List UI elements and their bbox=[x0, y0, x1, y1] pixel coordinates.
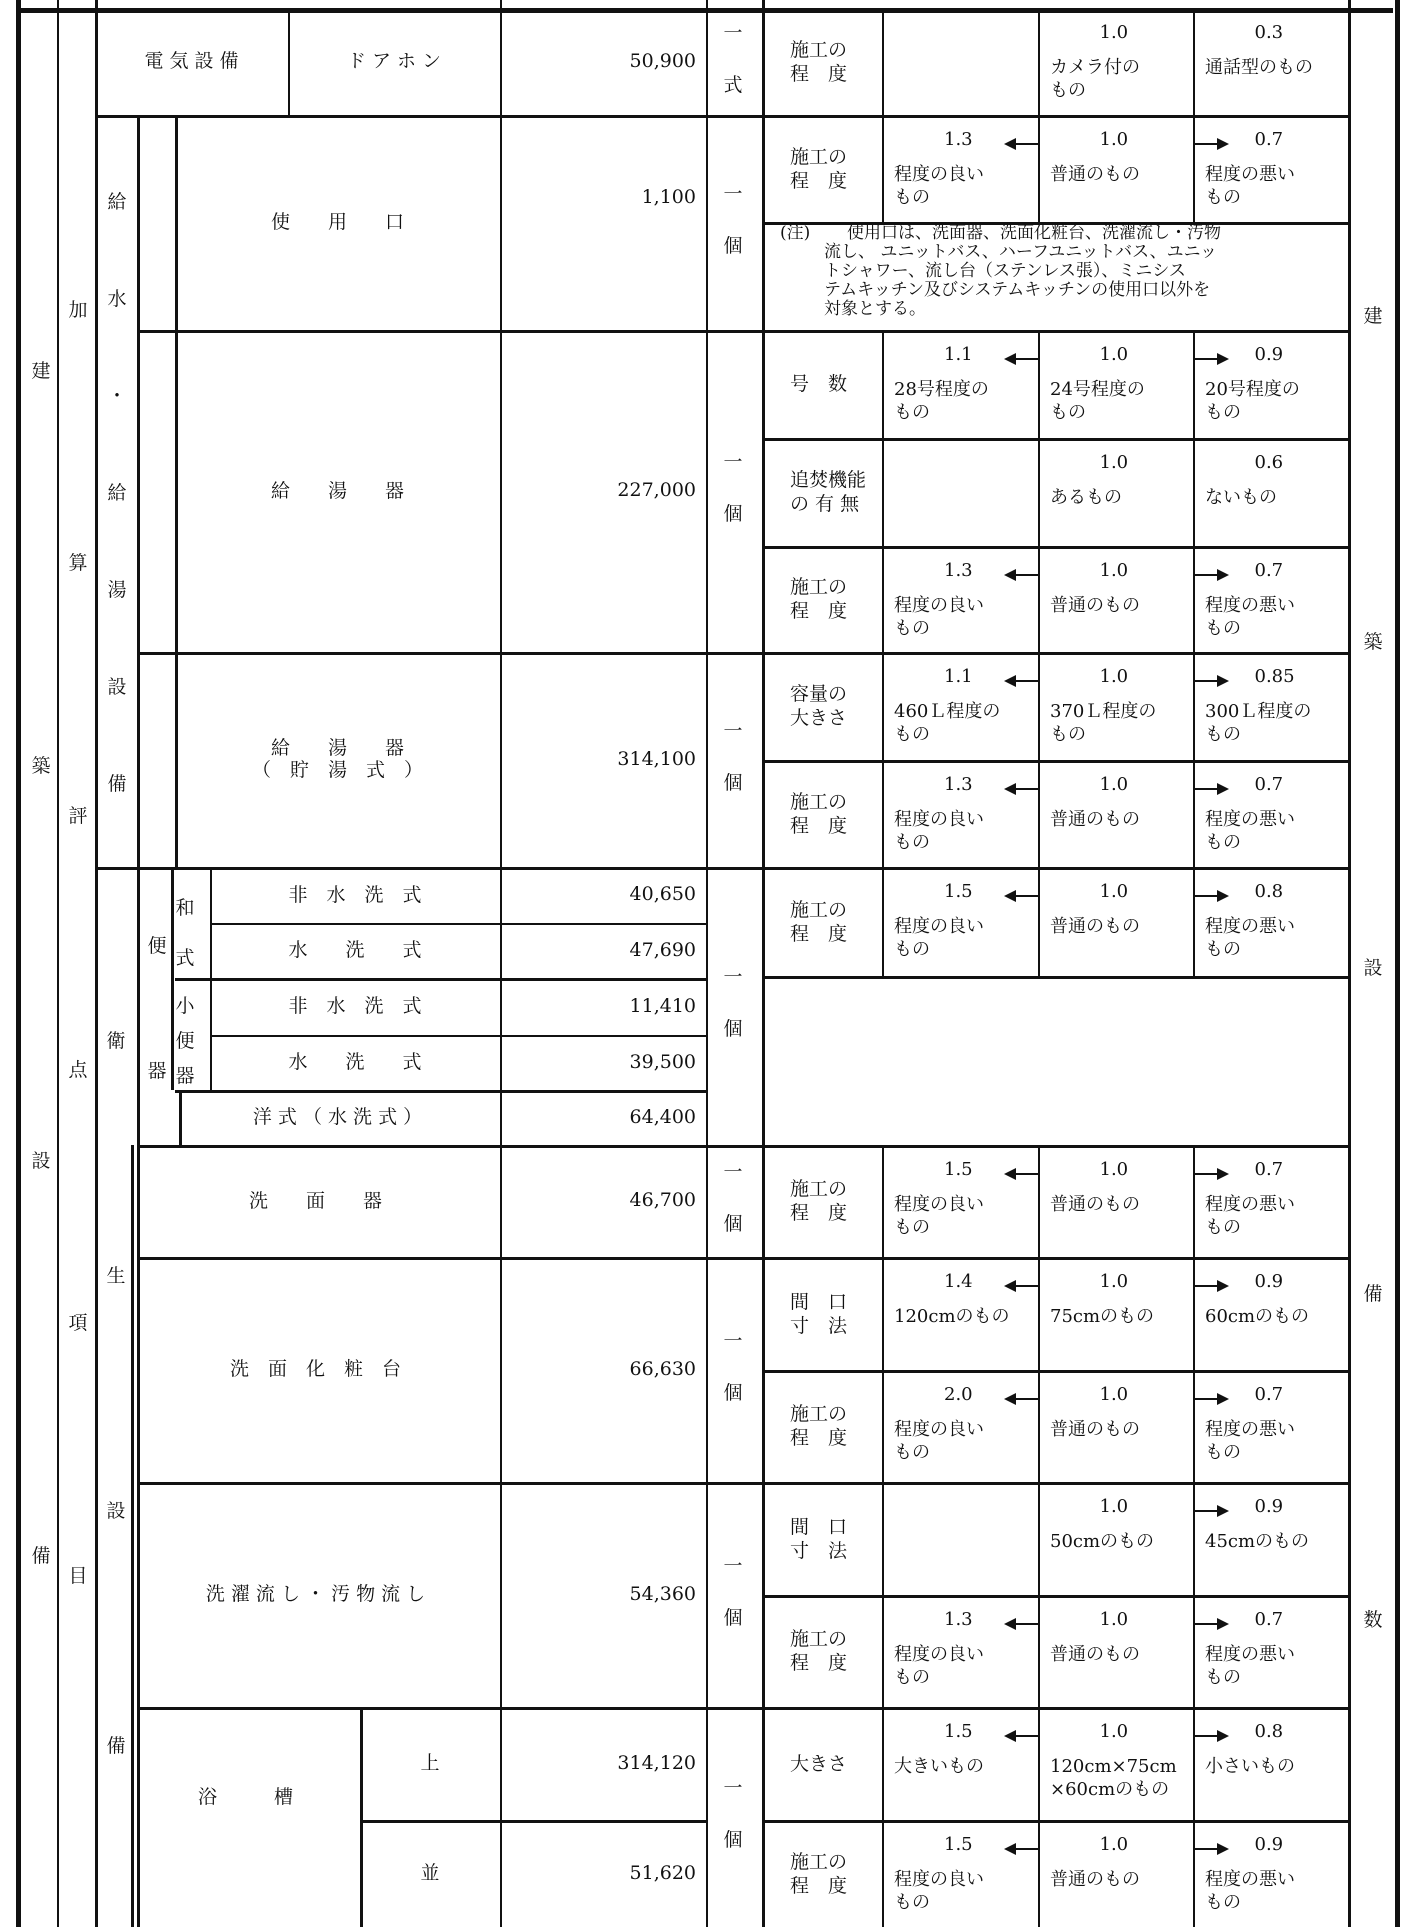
factor-label: 程 度 bbox=[790, 1202, 848, 1224]
coefficient-value: 1.3 bbox=[944, 774, 973, 795]
column-divider bbox=[882, 867, 884, 976]
factor-label: 大きさ bbox=[790, 1752, 848, 1775]
row-divider bbox=[762, 1595, 1348, 1598]
side-label-kenchiku-setsubi: 設 bbox=[31, 1149, 51, 1172]
coefficient-value: 0.7 bbox=[1254, 774, 1284, 795]
factor-label: 施工の bbox=[790, 1178, 848, 1200]
amount-value: 314,100 bbox=[617, 747, 696, 770]
coefficient-value: 1.0 bbox=[1099, 774, 1129, 795]
note-line: テムキッチン及びシステムキッチンの使用口以外を bbox=[824, 280, 1211, 300]
arrow-right-icon bbox=[1195, 1727, 1229, 1739]
factor-label: 程 度 bbox=[790, 1652, 848, 1674]
coefficient-value: 1.0 bbox=[1099, 1496, 1129, 1517]
amount-value: 64,400 bbox=[629, 1105, 696, 1128]
coefficient-description: 程度の良い bbox=[894, 1419, 984, 1440]
coefficient-value: 1.1 bbox=[944, 666, 973, 687]
coefficient-value: 1.0 bbox=[1099, 1609, 1129, 1630]
arrow-right-icon bbox=[1195, 1390, 1229, 1402]
coefficient-value: 1.3 bbox=[944, 560, 973, 581]
side-label-kasan-hyoten: 目 bbox=[68, 1565, 88, 1588]
coefficient-value: 1.0 bbox=[1099, 1721, 1129, 1742]
item-kyuutouki-chotou-line2: （ 貯 湯 式 ） bbox=[251, 759, 423, 781]
amount-value: 314,120 bbox=[617, 1751, 696, 1774]
group-label-eisei-setsubi: 設 bbox=[106, 1499, 126, 1522]
unit-label: 一 bbox=[723, 966, 743, 988]
coefficient-description: 普通のもの bbox=[1050, 1419, 1140, 1440]
row-divider bbox=[762, 760, 1348, 763]
column-divider bbox=[1193, 8, 1195, 222]
factor-label: 間 口 bbox=[790, 1290, 848, 1313]
coefficient-value: 0.9 bbox=[1254, 1834, 1284, 1855]
coefficient-value: 1.3 bbox=[944, 129, 973, 150]
coefficient-description: 普通のもの bbox=[1050, 1869, 1140, 1890]
item-sentaku-nagashi: 洗 濯 流 し ・ 汚 物 流 し bbox=[205, 1583, 426, 1605]
coefficient-value: 0.7 bbox=[1254, 1159, 1284, 1180]
coefficient-description: もの bbox=[1205, 1442, 1241, 1463]
coefficient-value: 0.6 bbox=[1254, 452, 1284, 473]
coefficient-description: 程度の悪い bbox=[1205, 1644, 1295, 1665]
factor-label: 間 口 bbox=[790, 1515, 848, 1538]
arrow-left-icon bbox=[1004, 350, 1038, 362]
coefficient-description: 程度の良い bbox=[894, 1194, 984, 1215]
arrow-left-icon bbox=[1004, 887, 1038, 899]
item-benki-type: 洋 式 （ 水 洗 式 ） bbox=[252, 1106, 423, 1128]
coefficient-value: 1.4 bbox=[944, 1271, 973, 1292]
coefficient-description: 程度の悪い bbox=[1205, 1194, 1295, 1215]
coefficient-description: 程度の悪い bbox=[1205, 916, 1295, 937]
coefficient-description: ないもの bbox=[1205, 487, 1277, 508]
unit-label: 一 bbox=[723, 1161, 743, 1183]
arrow-left-icon bbox=[1004, 1840, 1038, 1852]
arrow-left-icon bbox=[1004, 780, 1038, 792]
group-label-kyuusui-kyuutou: 給 bbox=[107, 482, 127, 504]
side-label-kasan-hyoten: 項 bbox=[68, 1312, 88, 1334]
coefficient-value: 1.0 bbox=[1099, 129, 1129, 150]
coefficient-description: もの bbox=[1050, 80, 1086, 101]
coefficient-value: 0.9 bbox=[1254, 344, 1284, 365]
arrow-left-icon bbox=[1004, 135, 1038, 147]
item-senmen-keshoudai: 洗 面 化 粧 台 bbox=[229, 1358, 401, 1380]
side-label-kenchiku-setsubi-su: 設 bbox=[1363, 957, 1383, 979]
coefficient-description: 大きいもの bbox=[894, 1756, 984, 1777]
amount-value: 1,100 bbox=[641, 185, 696, 208]
unit-label: 個 bbox=[723, 771, 743, 794]
factor-label: 施工の bbox=[790, 576, 848, 598]
column-divider bbox=[1038, 8, 1040, 222]
unit-label: 個 bbox=[723, 1606, 743, 1629]
factor-label: 施工の bbox=[790, 1403, 848, 1425]
unit-label: 一 bbox=[723, 1554, 743, 1577]
coefficient-value: 0.9 bbox=[1254, 1271, 1284, 1292]
arrow-right-icon bbox=[1195, 672, 1229, 684]
group-label-benki: 便 bbox=[147, 934, 167, 957]
coefficient-description: もの bbox=[894, 724, 930, 745]
unit-label: 一 bbox=[723, 1329, 743, 1352]
coefficient-description: あるもの bbox=[1050, 487, 1122, 508]
factor-label: 程 度 bbox=[790, 169, 848, 192]
unit-label: 一 bbox=[723, 1777, 743, 1799]
item-doorphone: ド ア ホ ン bbox=[346, 50, 442, 72]
coefficient-value: 1.0 bbox=[1099, 666, 1129, 687]
factor-label: 施工の bbox=[790, 38, 848, 61]
amount-value: 40,650 bbox=[629, 883, 696, 905]
coefficient-description: もの bbox=[894, 1442, 930, 1463]
factor-label: 程 度 bbox=[790, 1427, 848, 1449]
coefficient-description: 小さいもの bbox=[1205, 1756, 1295, 1777]
group-label-shoubenki: 器 bbox=[175, 1064, 195, 1087]
column-divider bbox=[95, 0, 98, 1927]
amount-value: 39,500 bbox=[629, 1050, 696, 1073]
coefficient-value: 0.7 bbox=[1254, 560, 1284, 581]
arrow-right-icon bbox=[1195, 135, 1229, 147]
coefficient-value: 1.0 bbox=[1099, 452, 1129, 473]
group-label-shoubenki: 小 bbox=[175, 994, 195, 1017]
coefficient-description: 程度の良い bbox=[894, 1869, 984, 1890]
unit-label: 個 bbox=[723, 1381, 743, 1404]
coefficient-description: 程度の悪い bbox=[1205, 164, 1295, 185]
coefficient-description: もの bbox=[1205, 724, 1241, 745]
coefficient-description: 普通のもの bbox=[1050, 164, 1140, 185]
arrow-left-icon bbox=[1004, 1727, 1038, 1739]
coefficient-value: 1.0 bbox=[1099, 560, 1129, 581]
factor-label: 号 数 bbox=[790, 373, 848, 395]
coefficient-description: もの bbox=[1050, 724, 1086, 745]
coefficient-description: もの bbox=[894, 832, 930, 853]
coefficient-description: 程度の悪い bbox=[1205, 1419, 1295, 1440]
coefficient-description: 120cmのもの bbox=[894, 1306, 1010, 1327]
row-divider bbox=[762, 546, 1348, 549]
coefficient-description: もの bbox=[1205, 1667, 1241, 1688]
coefficient-description: もの bbox=[1205, 939, 1241, 960]
row-divider bbox=[762, 438, 1348, 441]
row-divider bbox=[762, 976, 1348, 979]
amount-value: 46,700 bbox=[629, 1189, 696, 1211]
factor-label: 程 度 bbox=[790, 922, 848, 945]
row-divider bbox=[762, 1820, 1348, 1823]
coefficient-description: 普通のもの bbox=[1050, 1194, 1140, 1215]
side-label-kasan-hyoten: 算 bbox=[68, 552, 88, 574]
factor-label: 程 度 bbox=[790, 62, 848, 85]
item-senmenki: 洗 面 器 bbox=[248, 1189, 382, 1212]
amount-value: 51,620 bbox=[629, 1861, 696, 1884]
unit-label: 一 bbox=[723, 719, 743, 742]
column-divider bbox=[16, 0, 21, 1927]
unit-label: 個 bbox=[723, 1829, 743, 1851]
amount-value: 47,690 bbox=[629, 938, 696, 961]
grade-jou: 上 bbox=[420, 1752, 440, 1774]
grade-nami: 並 bbox=[420, 1862, 440, 1884]
arrow-left-icon bbox=[1004, 1277, 1038, 1289]
coefficient-description: もの bbox=[1205, 187, 1241, 208]
amount-value: 11,410 bbox=[629, 994, 696, 1017]
coefficient-value: 0.7 bbox=[1254, 1384, 1284, 1405]
coefficient-value: 0.8 bbox=[1254, 1721, 1284, 1742]
coefficient-description: 通話型のもの bbox=[1205, 57, 1313, 78]
coefficient-value: 1.0 bbox=[1099, 1271, 1129, 1292]
arrow-right-icon bbox=[1195, 566, 1229, 578]
note-line: 使用口は、洗面器、洗面化粧台、洗濯流し・汚物 bbox=[847, 223, 1221, 243]
amount-value: 54,360 bbox=[629, 1582, 696, 1605]
arrow-left-icon bbox=[1004, 1165, 1038, 1177]
unit-label: 個 bbox=[723, 1018, 743, 1040]
coefficient-description: 75cmのもの bbox=[1050, 1306, 1155, 1327]
factor-label: 施工の bbox=[790, 898, 848, 921]
coefficient-description: もの bbox=[1050, 402, 1086, 423]
coefficient-value: 1.0 bbox=[1099, 22, 1129, 43]
column-divider bbox=[1193, 867, 1195, 976]
side-label-kenchiku-setsubi-su: 築 bbox=[1363, 631, 1383, 653]
coefficient-value: 0.7 bbox=[1254, 129, 1284, 150]
arrow-right-icon bbox=[1195, 350, 1229, 362]
factor-label: 程 度 bbox=[790, 600, 848, 622]
coefficient-value: 1.0 bbox=[1099, 1384, 1129, 1405]
coefficient-description: 460Ｌ程度の bbox=[894, 701, 1001, 722]
factor-label: 施工の bbox=[790, 1850, 848, 1873]
unit-label: 個 bbox=[723, 1213, 743, 1235]
coefficient-value: 1.0 bbox=[1099, 1159, 1129, 1180]
arrow-right-icon bbox=[1195, 780, 1229, 792]
arrow-right-icon bbox=[1195, 887, 1229, 899]
coefficient-value: 0.7 bbox=[1254, 1609, 1284, 1630]
coefficient-value: 1.1 bbox=[944, 344, 973, 365]
column-divider bbox=[1038, 867, 1040, 976]
group-label-kyuusui-kyuutou: 備 bbox=[107, 773, 127, 796]
coefficient-description: もの bbox=[894, 939, 930, 960]
side-label-kasan-hyoten: 点 bbox=[68, 1058, 88, 1081]
item-yokusou: 浴 槽 bbox=[197, 1785, 293, 1808]
amount-value: 50,900 bbox=[629, 49, 696, 72]
coefficient-description: もの bbox=[1205, 1892, 1241, 1913]
group-label-kyuusui-kyuutou: 給 bbox=[107, 190, 127, 213]
arrow-right-icon bbox=[1195, 1840, 1229, 1852]
side-label-kenchiku-setsubi-su: 数 bbox=[1363, 1609, 1383, 1631]
unit-label: 個 bbox=[723, 503, 743, 525]
group-label-kyuusui-kyuutou: ・ bbox=[107, 384, 127, 407]
coefficient-description: カメラ付の bbox=[1050, 57, 1140, 78]
side-label-kasan-hyoten: 評 bbox=[68, 805, 88, 828]
column-divider bbox=[706, 0, 708, 1927]
coefficient-description: もの bbox=[894, 618, 930, 639]
column-divider bbox=[762, 0, 765, 1927]
coefficient-description: 普通のもの bbox=[1050, 595, 1140, 616]
coefficient-description: もの bbox=[894, 1667, 930, 1688]
group-label-washiki: 和 bbox=[175, 897, 195, 919]
column-divider bbox=[57, 0, 59, 1927]
arrow-right-icon bbox=[1195, 1165, 1229, 1177]
category-denki-setsubi: 電 気 設 備 bbox=[144, 50, 239, 72]
factor-label: 大きさ bbox=[790, 707, 848, 729]
column-divider bbox=[1038, 1145, 1040, 1927]
coefficient-description: もの bbox=[894, 1892, 930, 1913]
unit-label: 式 bbox=[723, 73, 743, 96]
coefficient-value: 0.9 bbox=[1254, 1496, 1284, 1517]
coefficient-description: もの bbox=[894, 187, 930, 208]
item-benki-type: 非 水 洗 式 bbox=[288, 883, 422, 906]
column-divider bbox=[882, 1145, 884, 1927]
coefficient-description: 60cmのもの bbox=[1205, 1306, 1310, 1327]
arrow-right-icon bbox=[1195, 1502, 1229, 1514]
side-label-kasan-hyoten: 加 bbox=[68, 298, 88, 321]
coefficient-value: 1.5 bbox=[944, 1834, 973, 1855]
group-label-shoubenki: 便 bbox=[175, 1029, 195, 1052]
item-benki-type: 非 水 洗 式 bbox=[288, 995, 422, 1017]
row-divider bbox=[762, 1370, 1348, 1373]
coefficient-description: 程度の良い bbox=[894, 916, 984, 937]
coefficient-description: 程度の良い bbox=[894, 595, 984, 616]
item-benki-type: 水 洗 式 bbox=[288, 1051, 422, 1073]
factor-label: 追焚機能 bbox=[790, 469, 867, 491]
factor-label: 施工の bbox=[790, 790, 848, 813]
coefficient-description: 普通のもの bbox=[1050, 1644, 1140, 1665]
factor-label: 容量の bbox=[790, 683, 848, 705]
coefficient-value: 1.5 bbox=[944, 881, 973, 902]
coefficient-description: もの bbox=[1205, 402, 1241, 423]
arrow-left-icon bbox=[1004, 1390, 1038, 1402]
column-divider bbox=[1395, 0, 1400, 1927]
column-divider bbox=[500, 0, 502, 1927]
unit-label: 一 bbox=[723, 21, 743, 44]
group-label-eisei-setsubi: 備 bbox=[106, 1734, 126, 1757]
coefficient-value: 1.0 bbox=[1099, 344, 1129, 365]
coefficient-value: 0.85 bbox=[1254, 666, 1295, 687]
coefficient-description: もの bbox=[1205, 832, 1241, 853]
amount-value: 66,630 bbox=[629, 1357, 696, 1380]
group-label-eisei-setsubi: 衛 bbox=[106, 1029, 126, 1052]
arrow-left-icon bbox=[1004, 1615, 1038, 1627]
amount-value: 227,000 bbox=[617, 479, 696, 501]
factor-label: 寸 法 bbox=[790, 1539, 848, 1562]
coefficient-description: もの bbox=[894, 402, 930, 423]
item-benki-type: 水 洗 式 bbox=[288, 939, 422, 961]
item-kyuutouki-chotou-line1: 給 湯 器 bbox=[270, 737, 404, 759]
unit-label: 一 bbox=[723, 451, 743, 473]
coefficient-description: 程度の悪い bbox=[1205, 595, 1295, 616]
coefficient-description: 45cmのもの bbox=[1205, 1531, 1310, 1552]
coefficient-description: 50cmのもの bbox=[1050, 1531, 1155, 1552]
coefficient-description: 28号程度の bbox=[894, 379, 989, 400]
factor-label: の 有 無 bbox=[790, 493, 860, 515]
side-label-kenchiku-setsubi: 建 bbox=[31, 359, 51, 382]
coefficient-description: もの bbox=[1205, 618, 1241, 639]
arrow-left-icon bbox=[1004, 566, 1038, 578]
arrow-right-icon bbox=[1195, 1615, 1229, 1627]
coefficient-value: 1.0 bbox=[1099, 1834, 1129, 1855]
column-divider bbox=[1348, 0, 1351, 1927]
group-label-eisei-setsubi: 生 bbox=[106, 1264, 126, 1287]
factor-label: 寸 法 bbox=[790, 1314, 848, 1337]
coefficient-description: 程度の良い bbox=[894, 1644, 984, 1665]
coefficient-description: ×60cmのもの bbox=[1050, 1779, 1170, 1800]
side-label-kenchiku-setsubi-su: 備 bbox=[1363, 1283, 1383, 1305]
coefficient-value: 1.3 bbox=[944, 1609, 973, 1630]
coefficient-description: 300Ｌ程度の bbox=[1205, 701, 1312, 722]
note-prefix: (注) bbox=[780, 223, 811, 243]
factor-label: 程 度 bbox=[790, 1874, 848, 1897]
coefficient-value: 0.8 bbox=[1254, 881, 1284, 902]
column-divider bbox=[882, 330, 884, 867]
group-label-kyuusui-kyuutou: 湯 bbox=[107, 579, 127, 602]
factor-label: 程 度 bbox=[790, 814, 848, 837]
arrow-right-icon bbox=[1195, 1277, 1229, 1289]
item-shiyouguchi: 使 用 口 bbox=[270, 211, 404, 233]
coefficient-description: もの bbox=[894, 1217, 930, 1238]
note-line: 流し、 ユニットバス、ハーフユニットバス、ユニッ bbox=[824, 242, 1218, 262]
coefficient-value: 1.5 bbox=[944, 1721, 973, 1742]
coefficient-description: 普通のもの bbox=[1050, 809, 1140, 830]
coefficient-description: 程度の良い bbox=[894, 809, 984, 830]
coefficient-description: 120cm×75cm bbox=[1050, 1756, 1177, 1777]
unit-label: 個 bbox=[723, 234, 743, 257]
column-divider bbox=[1038, 330, 1040, 867]
coefficient-description: もの bbox=[1205, 1217, 1241, 1238]
side-label-kenchiku-setsubi: 備 bbox=[31, 1544, 51, 1567]
coefficient-value: 0.3 bbox=[1254, 22, 1284, 43]
coefficient-description: 370Ｌ程度の bbox=[1050, 701, 1157, 722]
coefficient-description: 程度の悪い bbox=[1205, 1869, 1295, 1890]
group-label-kyuusui-kyuutou: 水 bbox=[107, 287, 127, 310]
coefficient-value: 1.5 bbox=[944, 1159, 973, 1180]
coefficient-description: 24号程度の bbox=[1050, 379, 1145, 400]
group-label-washiki: 式 bbox=[175, 947, 195, 969]
coefficient-value: 1.0 bbox=[1099, 881, 1129, 902]
note-line: トシャワー、流し台（ステンレス張）、ミニシス bbox=[824, 261, 1186, 281]
item-kyuutouki: 給 湯 器 bbox=[270, 479, 404, 502]
side-label-kenchiku-setsubi: 築 bbox=[31, 754, 51, 777]
column-divider bbox=[1193, 1145, 1195, 1927]
group-label-kyuusui-kyuutou: 設 bbox=[107, 676, 127, 699]
factor-label: 施工の bbox=[790, 145, 848, 168]
coefficient-value: 2.0 bbox=[944, 1384, 973, 1405]
coefficient-description: 程度の悪い bbox=[1205, 809, 1295, 830]
note-line: 対象とする。 bbox=[824, 299, 926, 319]
column-divider bbox=[882, 8, 884, 222]
coefficient-description: 20号程度の bbox=[1205, 379, 1300, 400]
arrow-left-icon bbox=[1004, 672, 1038, 684]
factor-label: 施工の bbox=[790, 1628, 848, 1650]
coefficient-description: 普通のもの bbox=[1050, 916, 1140, 937]
coefficient-description: 程度の良い bbox=[894, 164, 984, 185]
side-label-kenchiku-setsubi-su: 建 bbox=[1363, 305, 1383, 327]
unit-label: 一 bbox=[723, 182, 743, 205]
group-label-benki: 器 bbox=[147, 1059, 167, 1082]
